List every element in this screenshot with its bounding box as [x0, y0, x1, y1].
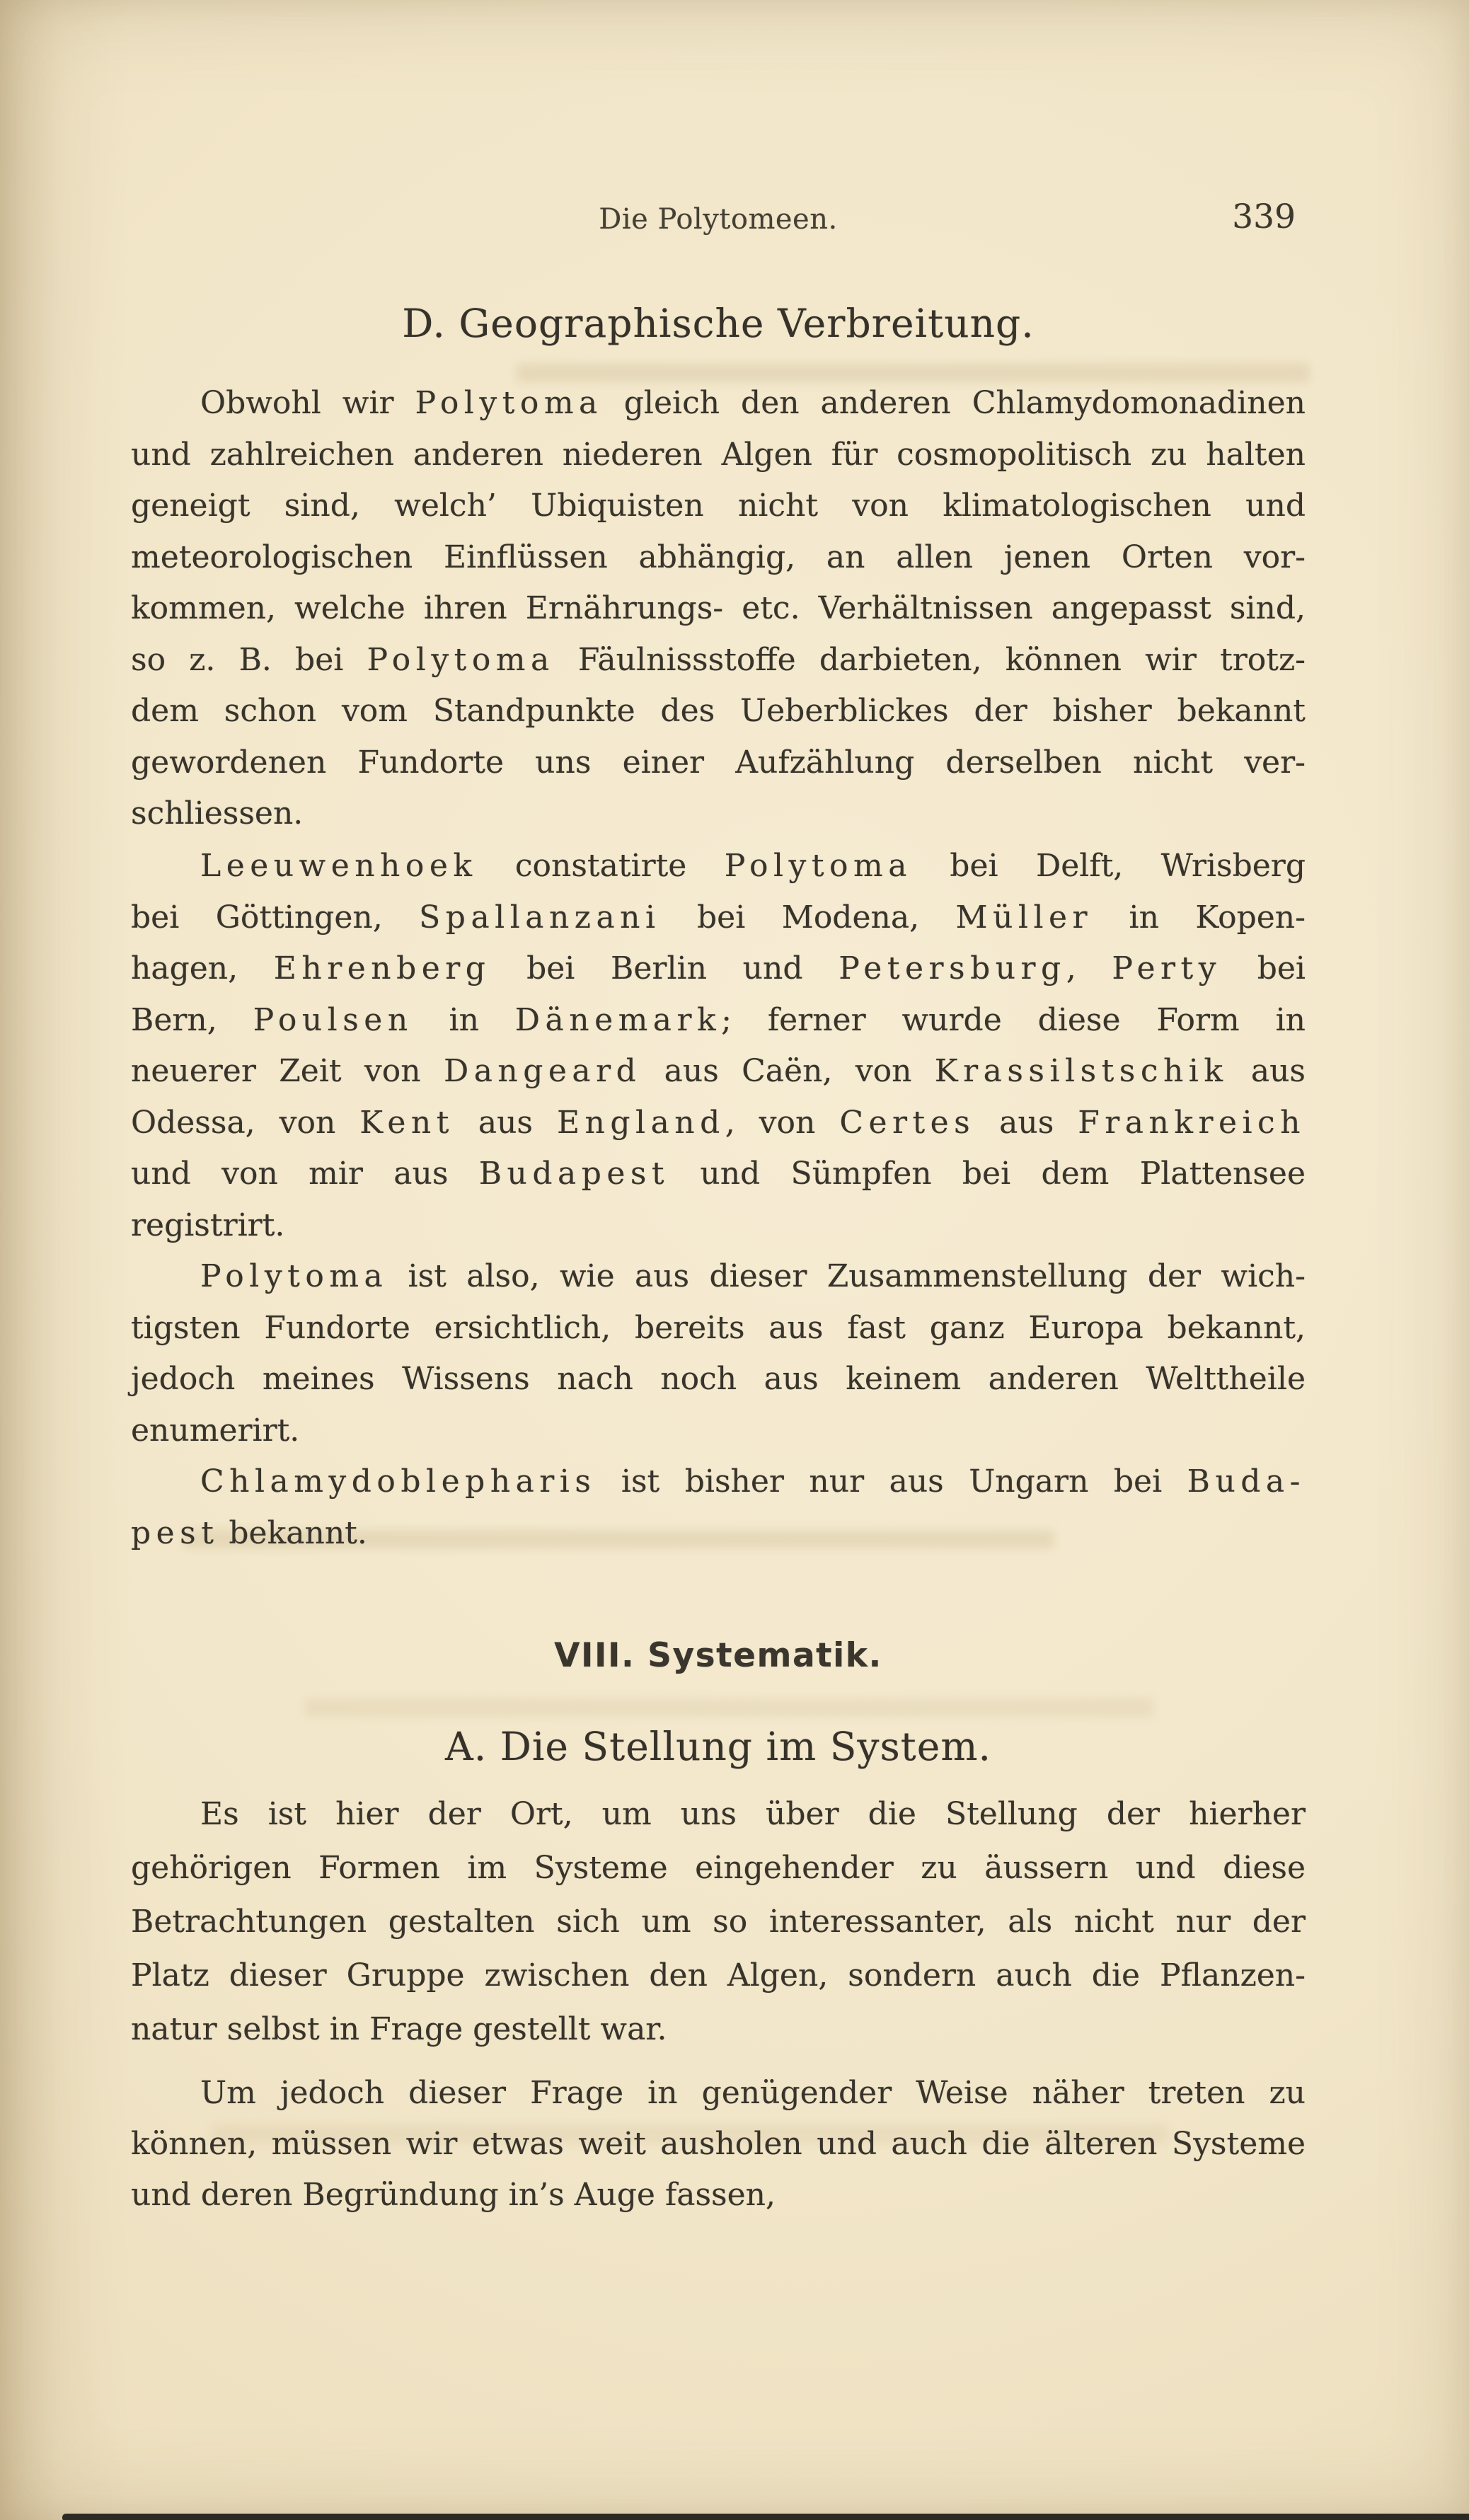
paragraph: [131, 1251, 1306, 1456]
running-title: Die Polytomeen.: [599, 203, 838, 236]
text-line: [131, 1949, 1306, 2003]
text-run: und Sümpfen bei dem Plattensee: [669, 1156, 1306, 1192]
paragraph: [131, 1456, 1306, 1559]
text-run: und deren Begründung in’s Auge fassen,: [131, 2177, 776, 2213]
text-run: meteorologischen Einflüssen abhängig, an allen jenen Orten vor-: [131, 539, 1306, 575]
text-run: aus: [454, 1104, 557, 1141]
scan-edge-artifact: [62, 2514, 1469, 2520]
text-line: [131, 532, 1306, 584]
paragraph: [131, 378, 1306, 840]
text-line: [131, 1303, 1306, 1354]
text-line: [131, 2119, 1306, 2170]
letterspaced-name: Leeuwenhoek: [200, 848, 478, 884]
text-run: neuerer Zeit von: [131, 1053, 444, 1089]
paragraph: [131, 2068, 1306, 2221]
text-run: bei Berlin und: [490, 950, 839, 986]
text-run: Es ist hier der Ort, um uns über die Stellung der hierher: [200, 1796, 1306, 1832]
text-run: jedoch meines Wissens nach noch aus keinem anderen Welttheile: [131, 1361, 1306, 1397]
letterspaced-name: Dänemark: [514, 1001, 722, 1038]
text-line: [131, 2003, 1306, 2056]
text-run: aus: [975, 1104, 1078, 1141]
text-run: können, müssen wir etwas weit ausholen und auch die älteren Systeme: [131, 2126, 1306, 2162]
text-line: [131, 1149, 1306, 1200]
text-run: aus: [1228, 1053, 1306, 1089]
text-line: [131, 430, 1306, 481]
text-run: registrirt.: [131, 1207, 285, 1243]
text-line: [131, 1841, 1306, 1895]
letterspaced-name: Poulsen: [253, 1001, 413, 1038]
text-run: aus Caën, von: [641, 1053, 935, 1089]
text-run: tigsten Fundorte ersichtlich, bereits aus fast ganz Europa bekannt,: [131, 1309, 1306, 1346]
text-run: hagen,: [131, 950, 274, 986]
page-number: 339: [1232, 197, 1296, 236]
text-line: [131, 2170, 1306, 2221]
text-run: dem schon vom Standpunkte des Ueberblickes der bisher bekannt: [131, 693, 1306, 729]
text-run: ,: [1066, 950, 1112, 986]
text-line: [131, 481, 1306, 532]
text-run: so z. B. bei: [131, 641, 367, 678]
text-run: und zahlreichen anderen niederen Algen für cosmopolitisch zu halten: [131, 436, 1306, 473]
page-text: [131, 0, 1306, 2520]
text-run: Um jedoch dieser Frage in genügender Weise näher treten zu: [200, 2075, 1306, 2111]
text-run: bekannt.: [219, 1514, 367, 1551]
text-line: [131, 686, 1306, 737]
text-run: constatirte: [477, 848, 725, 884]
paragraph: [131, 841, 1306, 1251]
text-run: in: [413, 1001, 515, 1038]
text-line: [131, 1200, 1306, 1252]
text-run: ist also, wie aus dieser Zusammenstellung der wich-: [388, 1258, 1306, 1294]
text-line: [131, 1895, 1306, 1949]
text-run: kommen, welche ihren Ernährungs- etc. Verhältnissen angepasst sind,: [131, 590, 1306, 626]
section-heading-heading-viii: VIII. Systematik.: [554, 1636, 882, 1675]
section-heading-heading-a: A. Die Stellung im System.: [445, 1724, 991, 1769]
text-run: geneigt sind, welch’ Ubiquisten nicht von klimatologischen und: [131, 488, 1306, 524]
text-line: [131, 788, 1306, 840]
text-run: bei: [1221, 950, 1306, 986]
text-line: [131, 2068, 1306, 2119]
letterspaced-name: England: [556, 1104, 725, 1141]
letterspaced-name: Certes: [839, 1104, 976, 1141]
letterspaced-name: Ehrenberg: [273, 950, 491, 986]
text-line: [131, 635, 1306, 686]
text-line: [131, 1405, 1306, 1457]
text-run: gewordenen Fundorte uns einer Aufzählung derselben nicht ver-: [131, 744, 1306, 781]
text-run: gleich den anderen Chlamydomonadinen: [602, 385, 1306, 421]
letterspaced-name: Buda-: [1187, 1463, 1306, 1500]
letterspaced-name: Dangeard: [443, 1053, 642, 1089]
text-run: bei Delft, Wrisberg: [911, 848, 1306, 884]
text-line: [131, 1046, 1306, 1098]
text-line: [131, 737, 1306, 789]
text-run: Obwohl wir: [200, 385, 415, 421]
text-line: [131, 1788, 1306, 1841]
text-line: [131, 943, 1306, 995]
text-run: und von mir aus: [131, 1156, 479, 1192]
text-run: Odessa, von: [131, 1104, 360, 1141]
text-line: [131, 1456, 1306, 1508]
letterspaced-name: Polytoma: [415, 385, 603, 421]
text-run: Betrachtungen gestalten sich um so interessanter, als nicht nur der: [131, 1904, 1306, 1940]
text-run: in Kopen-: [1093, 899, 1306, 936]
letterspaced-name: Spallanzani: [419, 899, 661, 936]
text-run: ist bisher nur aus Ungarn bei: [596, 1463, 1187, 1500]
text-run: Bern,: [131, 1001, 253, 1038]
text-line: [131, 1251, 1306, 1303]
text-run: ; ferner wurde diese Form in: [721, 1001, 1306, 1038]
letterspaced-name: pest: [131, 1514, 219, 1551]
text-line: [131, 995, 1306, 1047]
letterspaced-name: Polytoma: [367, 641, 555, 678]
letterspaced-name: Perty: [1112, 950, 1222, 986]
letterspaced-name: Krassilstschik: [934, 1053, 1228, 1089]
text-run: schliessen.: [131, 795, 304, 832]
letterspaced-name: Polytoma: [200, 1258, 388, 1294]
text-line: [131, 1098, 1306, 1149]
letterspaced-name: Budapest: [478, 1156, 670, 1192]
section-heading-heading-d: D. Geographische Verbreitung.: [402, 301, 1035, 346]
text-run: natur selbst in Frage gestellt war.: [131, 2011, 667, 2047]
text-line: [131, 1508, 1306, 1560]
letterspaced-name: Polytoma: [724, 848, 912, 884]
paragraph: [131, 1788, 1306, 2056]
letterspaced-name: Petersburg: [839, 950, 1066, 986]
text-run: enumerirt.: [131, 1412, 300, 1449]
text-run: gehörigen Formen im Systeme eingehender zu äussern und diese: [131, 1850, 1306, 1886]
text-run: bei Göttingen,: [131, 899, 420, 936]
text-line: [131, 841, 1306, 892]
letterspaced-name: Chlamydoblepharis: [200, 1463, 597, 1500]
letterspaced-name: Kent: [359, 1104, 454, 1141]
text-run: Platz dieser Gruppe zwischen den Algen, sondern auch die Pflanzen-: [131, 1957, 1306, 1993]
text-line: [131, 583, 1306, 635]
text-run: , von: [725, 1104, 840, 1141]
letterspaced-name: Müller: [955, 899, 1093, 936]
text-line: [131, 1354, 1306, 1405]
text-line: [131, 378, 1306, 430]
text-run: bei Modena,: [660, 899, 956, 936]
text-run: Fäulnissstoffe darbieten, können wir trotz-: [554, 641, 1306, 678]
text-line: [131, 892, 1306, 944]
letterspaced-name: Frankreich: [1078, 1104, 1306, 1141]
